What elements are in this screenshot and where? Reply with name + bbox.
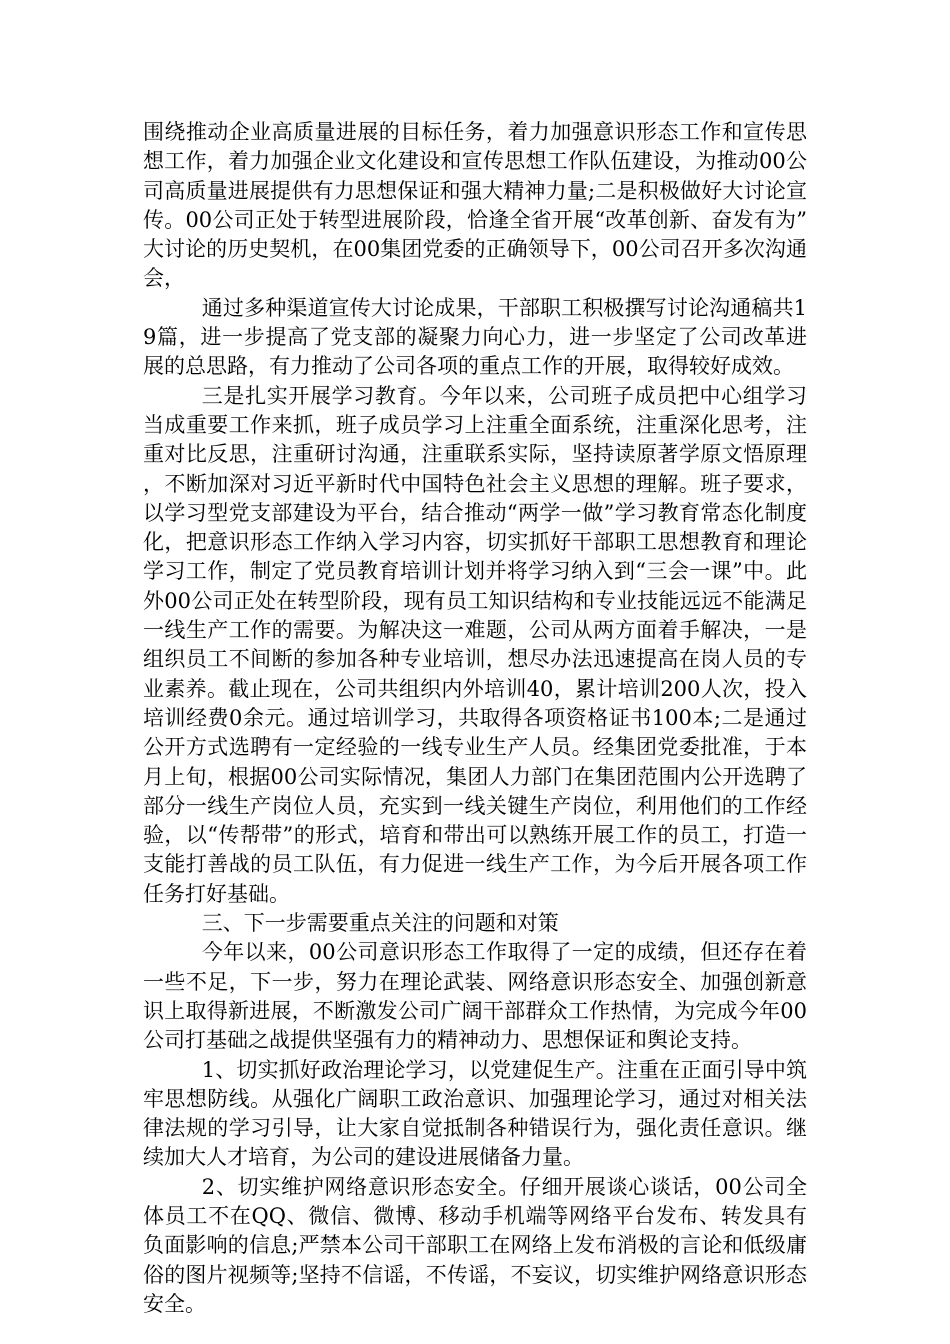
paragraph-7: 2、切实维护网络意识形态安全。仔细开展谈心谈话，00公司全体员工不在QQ、微信、微博、移动手机端等网络平台发布、转发具有负面影响的信息;严禁本公司干部职工在网络上发布消极的言论和低级庸俗的图片视频等;坚持不信谣，不传谣，不妄议，切实维护网络意识形态安全。 xyxy=(143,1174,807,1316)
paragraph-3: 三是扎实开展学习教育。今年以来，公司班子成员把中心组学习当成重要工作来抓，班子成员学习上注重全面系统，注重深化思考，注重对比反思，注重研讨沟通，注重联系实际，坚持读原著学原文悟原理，不断加深对习近平新时代中国特色社会主义思想的理解。班子要求，以学习型党支部建设为平台，结合推动“两学一做”学习教育常态化制度化，把意识形态工作纳入学习内容，切实抓好干部职工思想教育和理论学习工作，制定了党员教育培训计划并将学习纳入到“三会一课”中。此外00公司正处在转型阶段，现有员工知识结构和专业技能远远不能满足一线生产工作的需要。为解决这一难题，公司从两方面着手解决，一是组织员工不间断的参加各种专业培训，想尽办法迅速提高在岗人员的专业素养。截止现在，公司共组织内外培训40，累计培训200人次，投入培训经费0余元。通过培训学习，共取得各项资格证书100本;二是通过公开方式选聘有一定经验的一线专业生产人员。经集团党委批准，于本月上旬，根据00公司实际情况，集团人力部门在集团范围内公开选聘了部分一线生产岗位人员，充实到一线关键生产岗位，利用他们的工作经验，以“传帮带”的形式，培育和带出可以熟练开展工作的员工，打造一支能打善战的员工队伍，有力促进一线生产工作，为今后开展各项工作任务打好基础。 xyxy=(143,383,807,906)
document-body xyxy=(143,118,807,1319)
section-heading: 三、下一步需要重点关注的问题和对策 xyxy=(201,911,559,936)
paragraph-2: 通过多种渠道宣传大讨论成果，干部职工积极撰写讨论沟通稿共19篇，进一步提高了党支部的凝聚力向心力，进一步坚定了公司改革进展的总思路，有力推动了公司各项的重点工作的开展，取得较好成效。 xyxy=(143,295,807,379)
paragraph-1: 围绕推动企业高质量进展的目标任务，着力加强意识形态工作和宣传思想工作，着力加强企业文化建设和宣传思想工作队伍建设，为推动00公司高质量进展提供有力思想保证和强大精神力量;二是积极做好大讨论宣传。00公司正处于转型进展阶段，恰逢全省开展“改革创新、奋发有为”大讨论的历史契机，在00集团党委的正确领导下，00公司召开多次沟通会， xyxy=(143,120,807,291)
paragraph-6: 1、切实抓好政治理论学习，以党建促生产。注重在正面引导中筑牢思想防线。从强化广阔职工政治意识、加强理论学习，通过对相关法律法规的学习引导，让大家自觉抵制各种错误行为，强化责任意识。继续加大人才培育，为公司的建设进展储备力量。 xyxy=(143,1057,807,1170)
paragraph-5: 今年以来，00公司意识形态工作取得了一定的成绩，但还存在着一些不足，下一步，努力在理论武装、网络意识形态安全、加强创新意识上取得新进展，不断激发公司广阔干部群众工作热情，为完成今年00公司打基础之战提供坚强有力的精神动力、思想保证和舆论支持。 xyxy=(143,940,807,1053)
